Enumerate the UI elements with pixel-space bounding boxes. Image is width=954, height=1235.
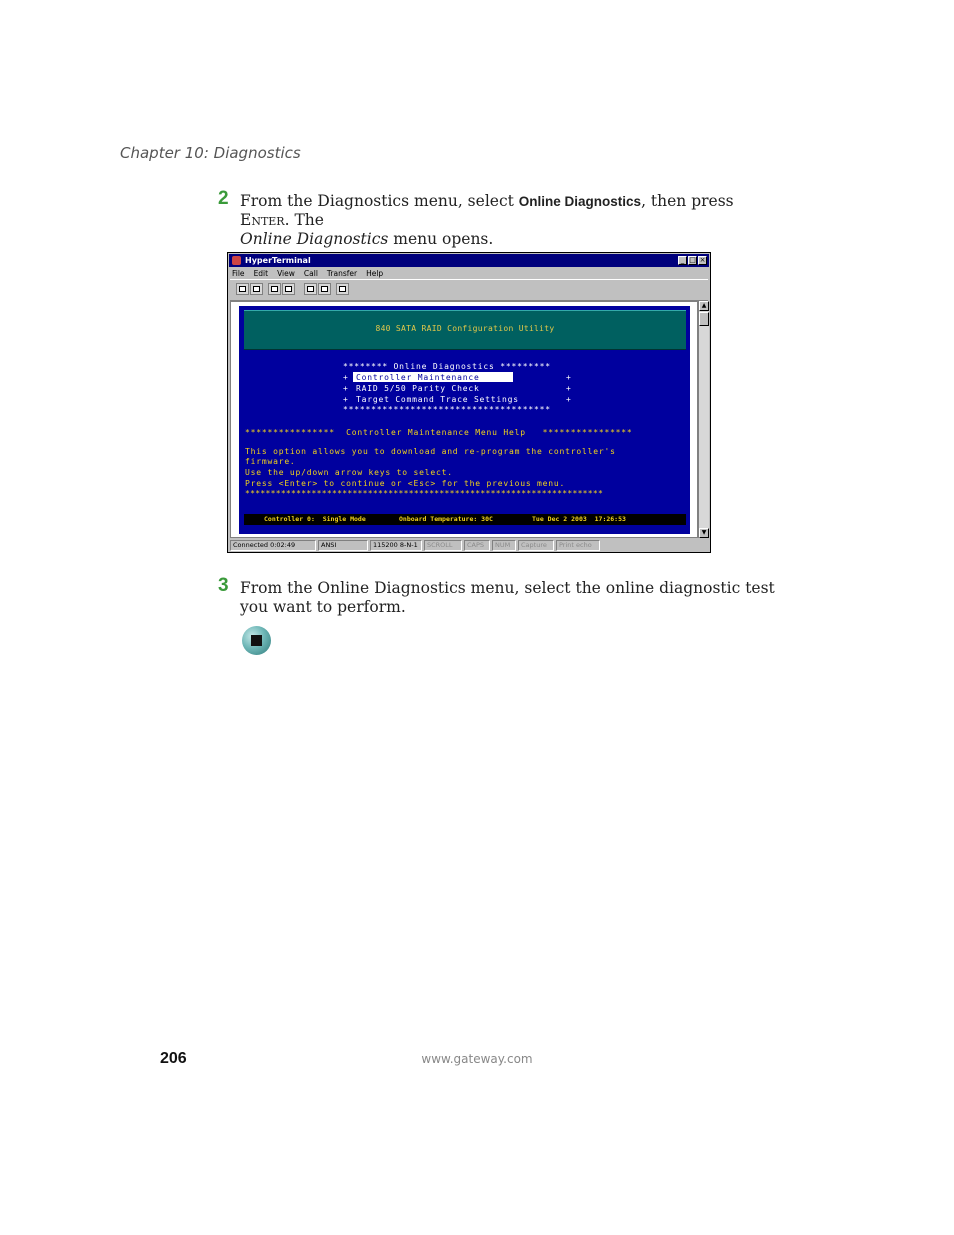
menu-item-target-command-trace[interactable]: Target Command Trace Settings (356, 395, 519, 404)
open-icon[interactable] (250, 283, 263, 295)
scroll-thumb[interactable] (699, 312, 709, 326)
menu-item-suffix: + (566, 373, 572, 382)
step-number: 2 (218, 188, 229, 209)
menu-item-suffix: + (566, 395, 572, 404)
help-line: Press <Enter> to continue or <Esc> for the previous menu. (245, 479, 566, 488)
help-divider: ********************************************************************** (245, 489, 604, 498)
menu-item-prefix: + (343, 384, 355, 393)
footer-url: www.gateway.com (421, 1052, 533, 1066)
properties-icon[interactable] (336, 283, 349, 295)
onboard-temperature: Onboard Temperature: 30C (399, 515, 493, 523)
scroll-up-icon[interactable]: ▲ (699, 301, 709, 311)
menu-header: ******** Online Diagnostics ********* (343, 362, 551, 371)
maximize-button[interactable]: □ (689, 256, 696, 264)
menu-call[interactable]: Call (303, 269, 318, 278)
status-num: NUM (492, 540, 516, 551)
receive-icon[interactable] (318, 283, 331, 295)
close-button[interactable]: × (699, 256, 706, 264)
window-title: HyperTerminal (245, 256, 311, 265)
chapter-header: Chapter 10: Diagnostics (120, 144, 301, 162)
title-bar (229, 254, 709, 267)
step-text: From the Online Diagnostics menu, select the online diagnostic test you want to perform. (240, 579, 775, 616)
disconnect-icon[interactable] (282, 283, 295, 295)
menu-help[interactable]: Help (366, 269, 384, 278)
menu-bar (232, 268, 383, 279)
menu-item-controller-maintenance[interactable]: Controller Maintenance (356, 373, 480, 382)
status-print-echo: Print echo (556, 540, 600, 551)
new-icon[interactable] (236, 283, 249, 295)
menu-item-raid-parity-check[interactable]: RAID 5/50 Parity Check (356, 384, 480, 393)
status-scroll: SCROLL (424, 540, 462, 551)
controller-mode: Controller 0: Single Mode (264, 515, 366, 523)
menu-transfer[interactable]: Transfer (326, 269, 358, 278)
menu-item-suffix: + (566, 384, 572, 393)
menu-item-prefix: + (343, 373, 355, 382)
step-text-part: , then press (641, 192, 734, 210)
status-port-settings: 115200 8-N-1 (370, 540, 422, 551)
minimize-button[interactable]: _ (678, 256, 687, 265)
step-text-part: From the Diagnostics menu, select (240, 192, 519, 210)
scroll-down-icon[interactable]: ▼ (699, 528, 709, 538)
terminal-screen (239, 306, 690, 534)
help-line: Use the up/down arrow keys to select. (245, 468, 453, 477)
help-header: **************** Controller Maintenance Menu Help **************** (245, 428, 633, 437)
vertical-scrollbar[interactable] (698, 301, 709, 538)
step-text (240, 192, 780, 249)
step-text-part: . The (284, 211, 324, 229)
app-icon (232, 256, 241, 265)
menu-file[interactable]: File (232, 269, 245, 278)
step-number: 3 (218, 575, 229, 596)
menu-item-prefix: + (343, 395, 355, 404)
step-text-part: menu opens. (388, 230, 494, 248)
help-line: This option allows you to download and re-program the controller's (245, 447, 616, 456)
page-number: 206 (160, 1050, 187, 1067)
menu-edit[interactable]: Edit (253, 269, 269, 278)
send-icon[interactable] (304, 283, 317, 295)
ui-label: Online Diagnostics (518, 194, 642, 209)
help-line: firmware. (245, 457, 296, 466)
menu-view[interactable]: View (277, 269, 295, 278)
banner-title: 840 SATA RAID Configuration Utility (375, 324, 555, 333)
hyperterminal-window (227, 252, 711, 553)
status-emulation: ANSI (318, 540, 368, 551)
terminal-area[interactable] (230, 301, 698, 538)
status-connected: Connected 0:02:49 (230, 540, 316, 551)
toolbar (230, 279, 708, 301)
status-bar (230, 540, 708, 551)
menu-name: Online Diagnostics (240, 230, 389, 248)
date-time: Tue Dec 2 2003 17:26:53 (532, 515, 626, 523)
utility-banner (244, 310, 686, 350)
status-caps: CAPS (464, 540, 490, 551)
key-name: Enter (240, 211, 285, 229)
connect-icon[interactable] (268, 283, 281, 295)
end-of-procedure-icon (242, 626, 271, 655)
controller-status-line (244, 514, 686, 525)
status-capture: Capture (518, 540, 554, 551)
menu-footer: ************************************* (343, 405, 551, 414)
